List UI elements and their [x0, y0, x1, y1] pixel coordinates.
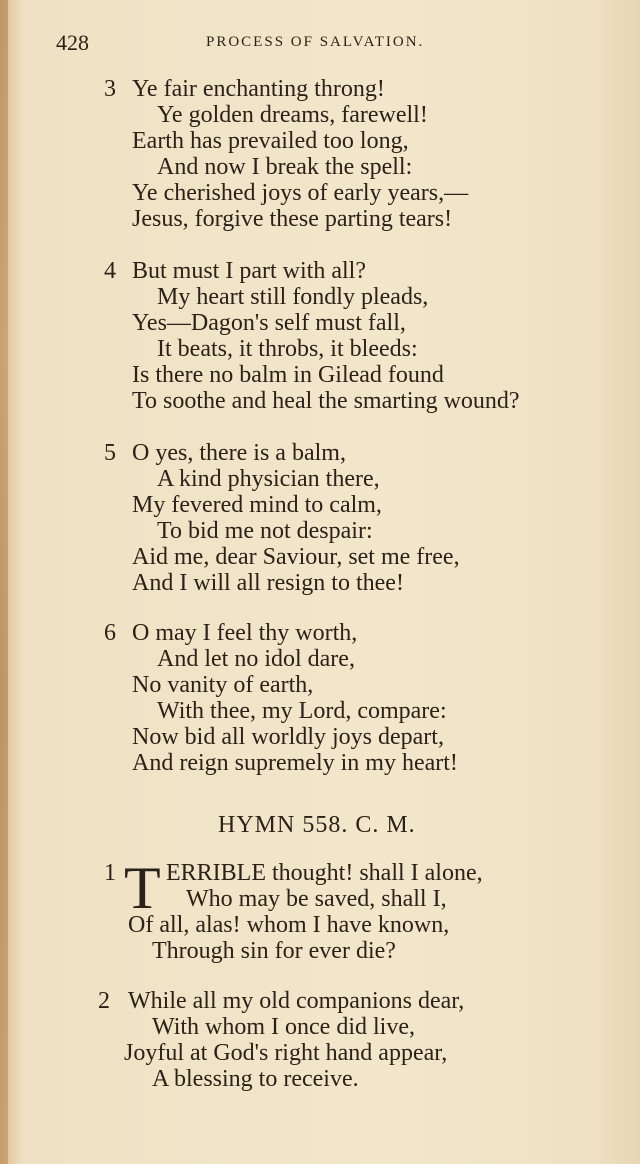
- stanza-number: 5: [104, 440, 116, 466]
- verse-line: O yes, there is a balm,: [132, 440, 346, 466]
- verse-line: Jesus, forgive these parting tears!: [132, 206, 453, 232]
- verse-line: To bid me not despair:: [157, 518, 373, 544]
- verse-line: And now I break the spell:: [157, 154, 413, 180]
- verse-line: Earth has prevailed too long,: [132, 128, 409, 154]
- verse-line: With whom I once did live,: [152, 1014, 415, 1040]
- verse-line: While all my old companions dear,: [128, 988, 465, 1014]
- verse-line: Who may be saved, shall I,: [186, 886, 447, 912]
- verse-line: And let no idol dare,: [157, 646, 355, 672]
- verse-line: Of all, alas! whom I have known,: [128, 912, 450, 938]
- verse-line: No vanity of earth,: [132, 672, 314, 698]
- running-head: PROCESS OF SALVATION.: [206, 34, 425, 50]
- page-gutter-shadow: [0, 0, 8, 1164]
- verse-line: Now bid all worldly joys depart,: [132, 724, 444, 750]
- stanza-number: 4: [104, 258, 116, 284]
- verse-line: Ye fair enchanting throng!: [132, 76, 385, 102]
- hymn-title: HYMN 558. C. M.: [218, 812, 416, 838]
- stanza-number: 1: [104, 860, 116, 886]
- verse-line: It beats, it throbs, it bleeds:: [157, 336, 418, 362]
- verse-line: To soothe and heal the smarting wound?: [132, 388, 520, 414]
- verse-line: Aid me, dear Saviour, set me free,: [132, 544, 460, 570]
- verse-line: ERRIBLE thought! shall I alone,: [166, 860, 483, 886]
- verse-line: My fevered mind to calm,: [132, 492, 382, 518]
- page-edge-shadow: [590, 0, 640, 1164]
- verse-line: O may I feel thy worth,: [132, 620, 358, 646]
- stanza-number: 2: [98, 988, 110, 1014]
- verse-line: Ye golden dreams, farewell!: [157, 102, 428, 128]
- verse-line: Through sin for ever die?: [152, 938, 396, 964]
- stanza-number: 6: [104, 620, 116, 646]
- verse-line: And reign supremely in my heart!: [132, 750, 458, 776]
- verse-line: Ye cherished joys of early years,—: [132, 180, 469, 206]
- verse-line: A kind physician there,: [157, 466, 380, 492]
- page-header: [0, 30, 640, 60]
- verse-line: My heart still fondly pleads,: [157, 284, 429, 310]
- verse-line: With thee, my Lord, compare:: [157, 698, 447, 724]
- verse-line: A blessing to receive.: [152, 1066, 359, 1092]
- page-number: 428: [56, 30, 89, 55]
- verse-line: Is there no balm in Gilead found: [132, 362, 444, 388]
- verse-line: Yes—Dagon's self must fall,: [132, 310, 406, 336]
- verse-line: But must I part with all?: [132, 258, 366, 284]
- drop-cap: T: [124, 855, 161, 921]
- stanza-number: 3: [104, 76, 116, 102]
- verse-line: Joyful at God's right hand appear,: [124, 1040, 448, 1066]
- verse-line: And I will all resign to thee!: [132, 570, 404, 596]
